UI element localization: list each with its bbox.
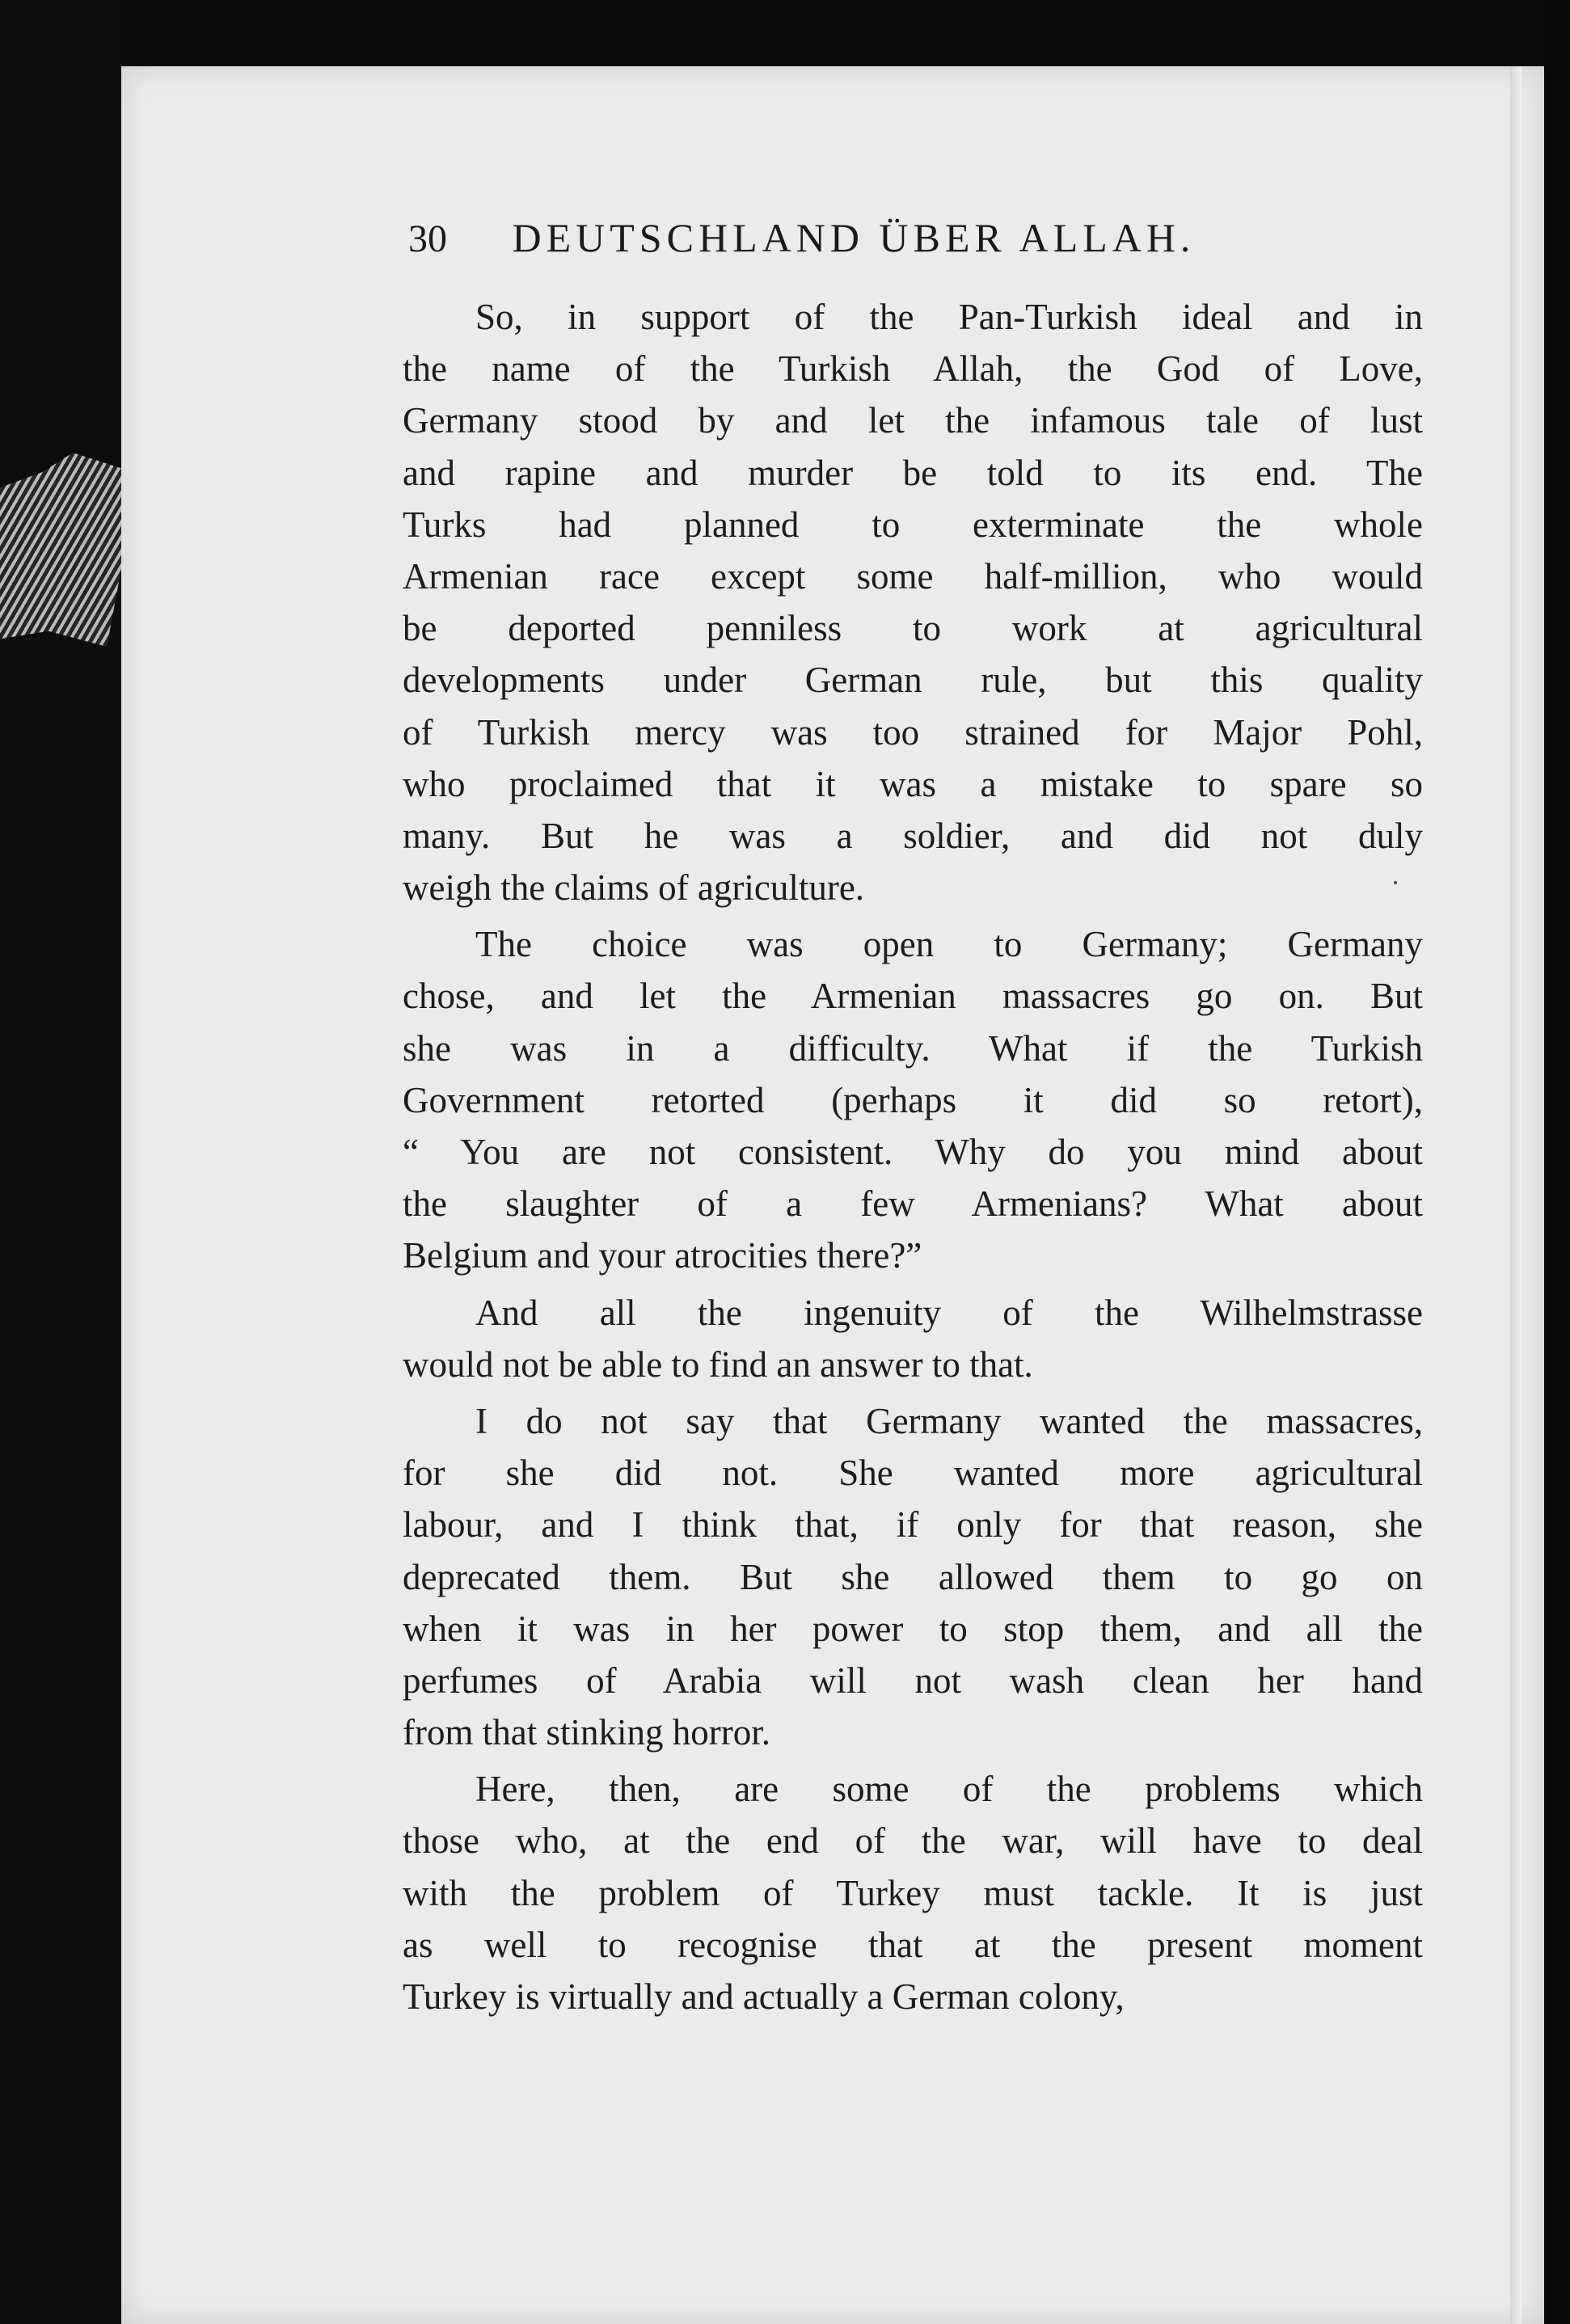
text-line: many. But he was a soldier, and did not duly [403,815,1423,856]
text-line: Turks had planned to exterminate the whole [403,504,1423,545]
text-line: And all the ingenuity of the Wilhelmstrasse [475,1292,1423,1333]
paragraph [403,1763,1423,2022]
scan-background-left [0,0,121,2324]
text-line: Government retorted (perhaps it did so retort), [403,1079,1423,1120]
body-text [403,291,1423,2022]
text-line: weigh the claims of agriculture. [403,867,865,909]
text-line: with the problem of Turkey must tackle. It is just [403,1872,1423,1913]
scan-background-top [121,0,1544,66]
paragraph [403,1287,1423,1390]
text-line: the name of the Turkish Allah, the God of Love, [403,348,1423,390]
text-line: she was in a difficulty. What if the Turkish [403,1027,1423,1069]
scan-background-right [1544,0,1570,2324]
text-line: Germany stood by and let the infamous tale of lust [403,400,1423,441]
page-number: 30 [408,217,447,260]
paragraph [403,291,1423,913]
text-line: would not be able to find an answer to that. [403,1343,1033,1385]
page-header [408,214,1419,279]
running-head: DEUTSCHLAND ÜBER ALLAH. [512,215,1196,260]
text-line: those who, at the end of the war, will have to deal [403,1820,1423,1862]
text-line: The choice was open to Germany; Germany [475,924,1423,965]
text-line: when it was in her power to stop them, and all the [403,1608,1423,1649]
text-line: of Turkish mercy was too strained for Major Pohl, [403,711,1423,753]
paragraph [403,918,1423,1281]
text-line: as well to recognise that at the present moment [403,1924,1423,1965]
text-line: the slaughter of a few Armenians? What about [403,1183,1423,1225]
text-line: labour, and I think that, if only for that reason, she [403,1504,1423,1546]
text-line: developments under German rule, but this quality [403,660,1423,701]
text-line: deprecated them. But she allowed them to go on [403,1556,1423,1597]
text-line: I do not say that Germany wanted the massacres, [475,1400,1423,1441]
text-line: Turkey is virtually and actually a German colony, [403,1976,1125,2017]
text-line: who proclaimed that it was a mistake to spare so [403,763,1423,804]
paragraph [403,1395,1423,1758]
text-line: perfumes of Arabia will not wash clean her hand [403,1660,1423,1701]
text-line: So, in support of the Pan-Turkish ideal and in [475,297,1423,337]
text-line: Belgium and your atrocities there?” [403,1235,922,1276]
page-stack-edge [1510,66,1521,2324]
text-line: from that stinking horror. [403,1712,770,1753]
text-line: for she did not. She wanted more agricultural [403,1453,1423,1494]
text-line: be deported penniless to work at agricultural [403,608,1423,649]
text-line: and rapine and murder be told to its end. The [403,452,1423,493]
text-line: chose, and let the Armenian massacres go on. But [403,976,1423,1017]
torn-paper-fragment [0,453,121,647]
text-line: Armenian race except some half-million, who would [403,555,1423,597]
text-line: “ You are not consistent. Why do you mind about [403,1132,1423,1172]
text-line: Here, then, are some of the problems which [475,1769,1423,1810]
